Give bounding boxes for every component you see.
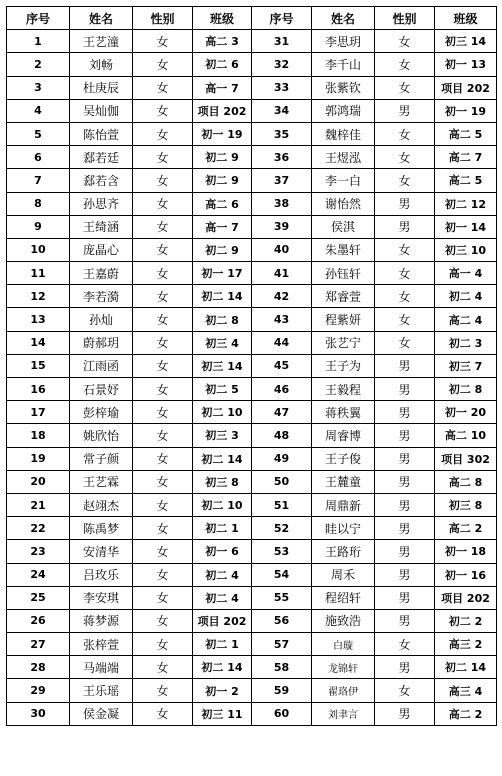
name-cell-right: 王毅程 [312,378,375,401]
class-cell-left: 初一 2 [193,679,252,702]
index-cell-left: 19 [7,447,70,470]
name-cell-right: 侯淇 [312,215,375,238]
index-cell-right: 56 [252,609,312,632]
gender-cell-left: 女 [133,447,193,470]
index-cell-left: 18 [7,424,70,447]
student-roster-table [6,6,497,726]
class-cell-right: 初三 14 [435,30,497,53]
table-row [7,447,497,470]
index-cell-left: 2 [7,53,70,76]
class-cell-left: 初二 10 [193,401,252,424]
gender-cell-left: 女 [133,192,193,215]
gender-cell-right: 男 [375,540,435,563]
name-cell-left: 吕玫乐 [70,563,133,586]
name-cell-right: 谢怡然 [312,192,375,215]
name-cell-left: 常子颜 [70,447,133,470]
name-cell-right: 程绍轩 [312,586,375,609]
name-cell-left: 孙思齐 [70,192,133,215]
name-cell-left: 彭梓瑜 [70,401,133,424]
class-cell-left: 初二 4 [193,586,252,609]
name-cell-right: 张紫钦 [312,76,375,99]
class-cell-left: 初三 4 [193,331,252,354]
index-cell-left: 13 [7,308,70,331]
class-cell-left: 初二 9 [193,169,252,192]
table-row [7,563,497,586]
name-cell-right: 李一白 [312,169,375,192]
name-cell-right: 程紫妍 [312,308,375,331]
table-row [7,99,497,122]
gender-cell-right: 女 [375,169,435,192]
name-cell-left: 王艺霖 [70,470,133,493]
index-cell-left: 30 [7,702,70,725]
index-cell-left: 20 [7,470,70,493]
index-cell-right: 50 [252,470,312,493]
gender-cell-right: 男 [375,99,435,122]
class-cell-left: 高二 3 [193,30,252,53]
class-cell-right: 高二 10 [435,424,497,447]
gender-cell-left: 女 [133,354,193,377]
table-row [7,215,497,238]
name-cell-right: 郭鸿瑞 [312,99,375,122]
gender-cell-right: 女 [375,633,435,656]
header-index-left: 序号 [7,7,70,30]
gender-cell-left: 女 [133,122,193,145]
name-cell-left: 陈禹梦 [70,517,133,540]
gender-cell-left: 女 [133,609,193,632]
index-cell-right: 45 [252,354,312,377]
index-cell-right: 60 [252,702,312,725]
class-cell-left: 高一 7 [193,76,252,99]
name-cell-left: 蔚郝玥 [70,331,133,354]
table-row [7,424,497,447]
index-cell-left: 1 [7,30,70,53]
gender-cell-left: 女 [133,563,193,586]
gender-cell-left: 女 [133,633,193,656]
name-cell-right: 眭以宁 [312,517,375,540]
index-cell-right: 53 [252,540,312,563]
class-cell-right: 高二 4 [435,308,497,331]
class-cell-left: 初一 19 [193,122,252,145]
gender-cell-right: 男 [375,656,435,679]
name-cell-right: 王子为 [312,354,375,377]
index-cell-right: 40 [252,238,312,261]
name-cell-left: 马端端 [70,656,133,679]
index-cell-right: 41 [252,262,312,285]
table-row [7,470,497,493]
roster-body [7,30,497,726]
gender-cell-right: 男 [375,517,435,540]
name-cell-right: 朱墨轩 [312,238,375,261]
gender-cell-left: 女 [133,540,193,563]
gender-cell-right: 女 [375,76,435,99]
index-cell-right: 55 [252,586,312,609]
class-cell-left: 高一 7 [193,215,252,238]
gender-cell-left: 女 [133,53,193,76]
gender-cell-right: 女 [375,679,435,702]
gender-cell-left: 女 [133,679,193,702]
index-cell-left: 21 [7,493,70,516]
index-cell-right: 35 [252,122,312,145]
class-cell-right: 初一 19 [435,99,497,122]
gender-cell-left: 女 [133,331,193,354]
name-cell-right: 张艺宁 [312,331,375,354]
index-cell-right: 59 [252,679,312,702]
index-cell-right: 58 [252,656,312,679]
class-cell-right: 项目 202 [435,586,497,609]
class-cell-left: 初一 17 [193,262,252,285]
table-row [7,238,497,261]
gender-cell-right: 男 [375,192,435,215]
class-cell-left: 初三 11 [193,702,252,725]
index-cell-right: 39 [252,215,312,238]
gender-cell-left: 女 [133,702,193,725]
gender-cell-right: 男 [375,215,435,238]
name-cell-left: 张梓萱 [70,633,133,656]
name-cell-left: 江雨函 [70,354,133,377]
gender-cell-right: 男 [375,470,435,493]
index-cell-right: 49 [252,447,312,470]
table-row [7,53,497,76]
gender-cell-left: 女 [133,238,193,261]
gender-cell-right: 男 [375,401,435,424]
gender-cell-left: 女 [133,656,193,679]
index-cell-right: 42 [252,285,312,308]
header-gender-left: 性别 [133,7,193,30]
name-cell-left: 王乐瑶 [70,679,133,702]
gender-cell-left: 女 [133,517,193,540]
table-row [7,586,497,609]
header-name-right: 姓名 [312,7,375,30]
gender-cell-left: 女 [133,493,193,516]
index-cell-left: 15 [7,354,70,377]
gender-cell-right: 男 [375,702,435,725]
name-cell-right: 李思玥 [312,30,375,53]
class-cell-left: 初二 4 [193,563,252,586]
name-cell-left: 王艺潼 [70,30,133,53]
index-cell-right: 32 [252,53,312,76]
gender-cell-left: 女 [133,146,193,169]
index-cell-left: 4 [7,99,70,122]
class-cell-left: 初二 9 [193,238,252,261]
table-row [7,146,497,169]
gender-cell-left: 女 [133,424,193,447]
name-cell-left: 姚欣怡 [70,424,133,447]
name-cell-left: 赵翊杰 [70,493,133,516]
table-row [7,633,497,656]
table-row [7,285,497,308]
name-cell-left: 吴灿伽 [70,99,133,122]
table-row [7,609,497,632]
name-cell-right: 李千山 [312,53,375,76]
table-row [7,401,497,424]
index-cell-left: 27 [7,633,70,656]
name-cell-right: 王路珩 [312,540,375,563]
name-cell-left: 侯金凝 [70,702,133,725]
index-cell-right: 34 [252,99,312,122]
class-cell-left: 初二 8 [193,308,252,331]
name-cell-right: 王麓童 [312,470,375,493]
table-row [7,517,497,540]
index-cell-left: 22 [7,517,70,540]
table-row [7,122,497,145]
class-cell-right: 初一 14 [435,215,497,238]
class-cell-right: 高二 5 [435,122,497,145]
class-cell-right: 初三 10 [435,238,497,261]
gender-cell-left: 女 [133,99,193,122]
index-cell-left: 8 [7,192,70,215]
gender-cell-left: 女 [133,262,193,285]
index-cell-left: 6 [7,146,70,169]
name-cell-left: 庞晶心 [70,238,133,261]
table-row [7,378,497,401]
name-cell-right: 王子俊 [312,447,375,470]
class-cell-right: 高三 4 [435,679,497,702]
class-cell-left: 初二 14 [193,656,252,679]
header-gender-right: 性别 [375,7,435,30]
class-cell-right: 初一 13 [435,53,497,76]
class-cell-right: 高二 8 [435,470,497,493]
name-cell-left: 李若漪 [70,285,133,308]
header-class-left: 班级 [193,7,252,30]
gender-cell-right: 女 [375,122,435,145]
index-cell-left: 14 [7,331,70,354]
index-cell-left: 11 [7,262,70,285]
class-cell-left: 初二 6 [193,53,252,76]
gender-cell-right: 女 [375,238,435,261]
name-cell-left: 蒋梦源 [70,609,133,632]
class-cell-left: 项目 202 [193,609,252,632]
gender-cell-left: 女 [133,76,193,99]
class-cell-right: 初二 4 [435,285,497,308]
gender-cell-right: 女 [375,331,435,354]
gender-cell-right: 女 [375,262,435,285]
table-row [7,540,497,563]
class-cell-right: 初一 18 [435,540,497,563]
index-cell-left: 9 [7,215,70,238]
class-cell-right: 项目 202 [435,76,497,99]
table-row [7,656,497,679]
index-cell-left: 25 [7,586,70,609]
gender-cell-right: 女 [375,308,435,331]
class-cell-right: 初三 7 [435,354,497,377]
name-cell-left: 杜庚辰 [70,76,133,99]
class-cell-right: 高三 2 [435,633,497,656]
index-cell-right: 46 [252,378,312,401]
name-cell-left: 李安琪 [70,586,133,609]
name-cell-left: 陈怡萱 [70,122,133,145]
index-cell-right: 48 [252,424,312,447]
class-cell-right: 高二 5 [435,169,497,192]
table-row [7,262,497,285]
name-cell-left: 郄若廷 [70,146,133,169]
class-cell-right: 初一 16 [435,563,497,586]
index-cell-right: 33 [252,76,312,99]
name-cell-right: 施致浩 [312,609,375,632]
name-cell-right: 王煜泓 [312,146,375,169]
gender-cell-left: 女 [133,285,193,308]
header-class-right: 班级 [435,7,497,30]
index-cell-left: 28 [7,656,70,679]
name-cell-left: 石景妤 [70,378,133,401]
table-row [7,354,497,377]
class-cell-right: 初二 2 [435,609,497,632]
table-row [7,192,497,215]
name-cell-right: 魏梓佳 [312,122,375,145]
class-cell-left: 初三 8 [193,470,252,493]
name-cell-left: 郄若含 [70,169,133,192]
index-cell-right: 31 [252,30,312,53]
gender-cell-left: 女 [133,30,193,53]
class-cell-right: 高一 4 [435,262,497,285]
gender-cell-left: 女 [133,308,193,331]
index-cell-right: 52 [252,517,312,540]
index-cell-right: 47 [252,401,312,424]
gender-cell-right: 男 [375,563,435,586]
gender-cell-right: 男 [375,447,435,470]
gender-cell-left: 女 [133,169,193,192]
index-cell-left: 26 [7,609,70,632]
gender-cell-right: 女 [375,285,435,308]
index-cell-right: 51 [252,493,312,516]
table-row [7,169,497,192]
gender-cell-right: 女 [375,146,435,169]
gender-cell-right: 男 [375,424,435,447]
table-row [7,493,497,516]
index-cell-left: 17 [7,401,70,424]
gender-cell-right: 男 [375,586,435,609]
gender-cell-right: 男 [375,493,435,516]
index-cell-left: 24 [7,563,70,586]
class-cell-right: 初三 8 [435,493,497,516]
index-cell-right: 36 [252,146,312,169]
class-cell-left: 初二 1 [193,517,252,540]
class-cell-left: 项目 202 [193,99,252,122]
class-cell-left: 初一 6 [193,540,252,563]
name-cell-right: 周睿博 [312,424,375,447]
table-row [7,30,497,53]
class-cell-left: 初二 9 [193,146,252,169]
class-cell-right: 初二 8 [435,378,497,401]
name-cell-left: 刘畅 [70,53,133,76]
name-cell-left: 王绮涵 [70,215,133,238]
name-cell-left: 孙灿 [70,308,133,331]
gender-cell-left: 女 [133,586,193,609]
name-cell-right: 蒋秩翼 [312,401,375,424]
name-cell-right: 孙钰轩 [312,262,375,285]
name-cell-right: 白璇 [312,633,375,656]
table-row [7,308,497,331]
index-cell-left: 16 [7,378,70,401]
name-cell-right: 翟珞伊 [312,679,375,702]
gender-cell-right: 男 [375,354,435,377]
class-cell-right: 初二 3 [435,331,497,354]
index-cell-right: 43 [252,308,312,331]
class-cell-right: 高二 7 [435,146,497,169]
class-cell-left: 初二 1 [193,633,252,656]
gender-cell-left: 女 [133,401,193,424]
name-cell-right: 郑睿萱 [312,285,375,308]
class-cell-right: 项目 302 [435,447,497,470]
index-cell-right: 44 [252,331,312,354]
index-cell-left: 12 [7,285,70,308]
header-index-right: 序号 [252,7,312,30]
table-row [7,679,497,702]
class-cell-right: 初二 14 [435,656,497,679]
header-name-left: 姓名 [70,7,133,30]
name-cell-left: 安清华 [70,540,133,563]
index-cell-right: 57 [252,633,312,656]
index-cell-right: 37 [252,169,312,192]
class-cell-left: 初三 3 [193,424,252,447]
gender-cell-right: 女 [375,53,435,76]
class-cell-right: 初一 20 [435,401,497,424]
class-cell-right: 高二 2 [435,517,497,540]
class-cell-left: 初二 10 [193,493,252,516]
gender-cell-right: 男 [375,609,435,632]
header-row [7,7,497,30]
table-row [7,331,497,354]
name-cell-right: 龙锦轩 [312,656,375,679]
name-cell-left: 王嘉蔚 [70,262,133,285]
name-cell-right: 周禾 [312,563,375,586]
index-cell-right: 54 [252,563,312,586]
class-cell-left: 初二 14 [193,285,252,308]
table-row [7,76,497,99]
index-cell-left: 5 [7,122,70,145]
index-cell-left: 10 [7,238,70,261]
index-cell-left: 7 [7,169,70,192]
gender-cell-left: 女 [133,378,193,401]
index-cell-right: 38 [252,192,312,215]
gender-cell-right: 男 [375,378,435,401]
class-cell-left: 初三 14 [193,354,252,377]
class-cell-right: 高二 2 [435,702,497,725]
class-cell-left: 初二 5 [193,378,252,401]
class-cell-right: 初二 12 [435,192,497,215]
gender-cell-left: 女 [133,470,193,493]
gender-cell-right: 女 [375,30,435,53]
gender-cell-left: 女 [133,215,193,238]
index-cell-left: 3 [7,76,70,99]
class-cell-left: 初二 14 [193,447,252,470]
table-row [7,702,497,725]
index-cell-left: 23 [7,540,70,563]
index-cell-left: 29 [7,679,70,702]
class-cell-left: 高二 6 [193,192,252,215]
name-cell-right: 周鼎新 [312,493,375,516]
name-cell-right: 刘聿言 [312,702,375,725]
